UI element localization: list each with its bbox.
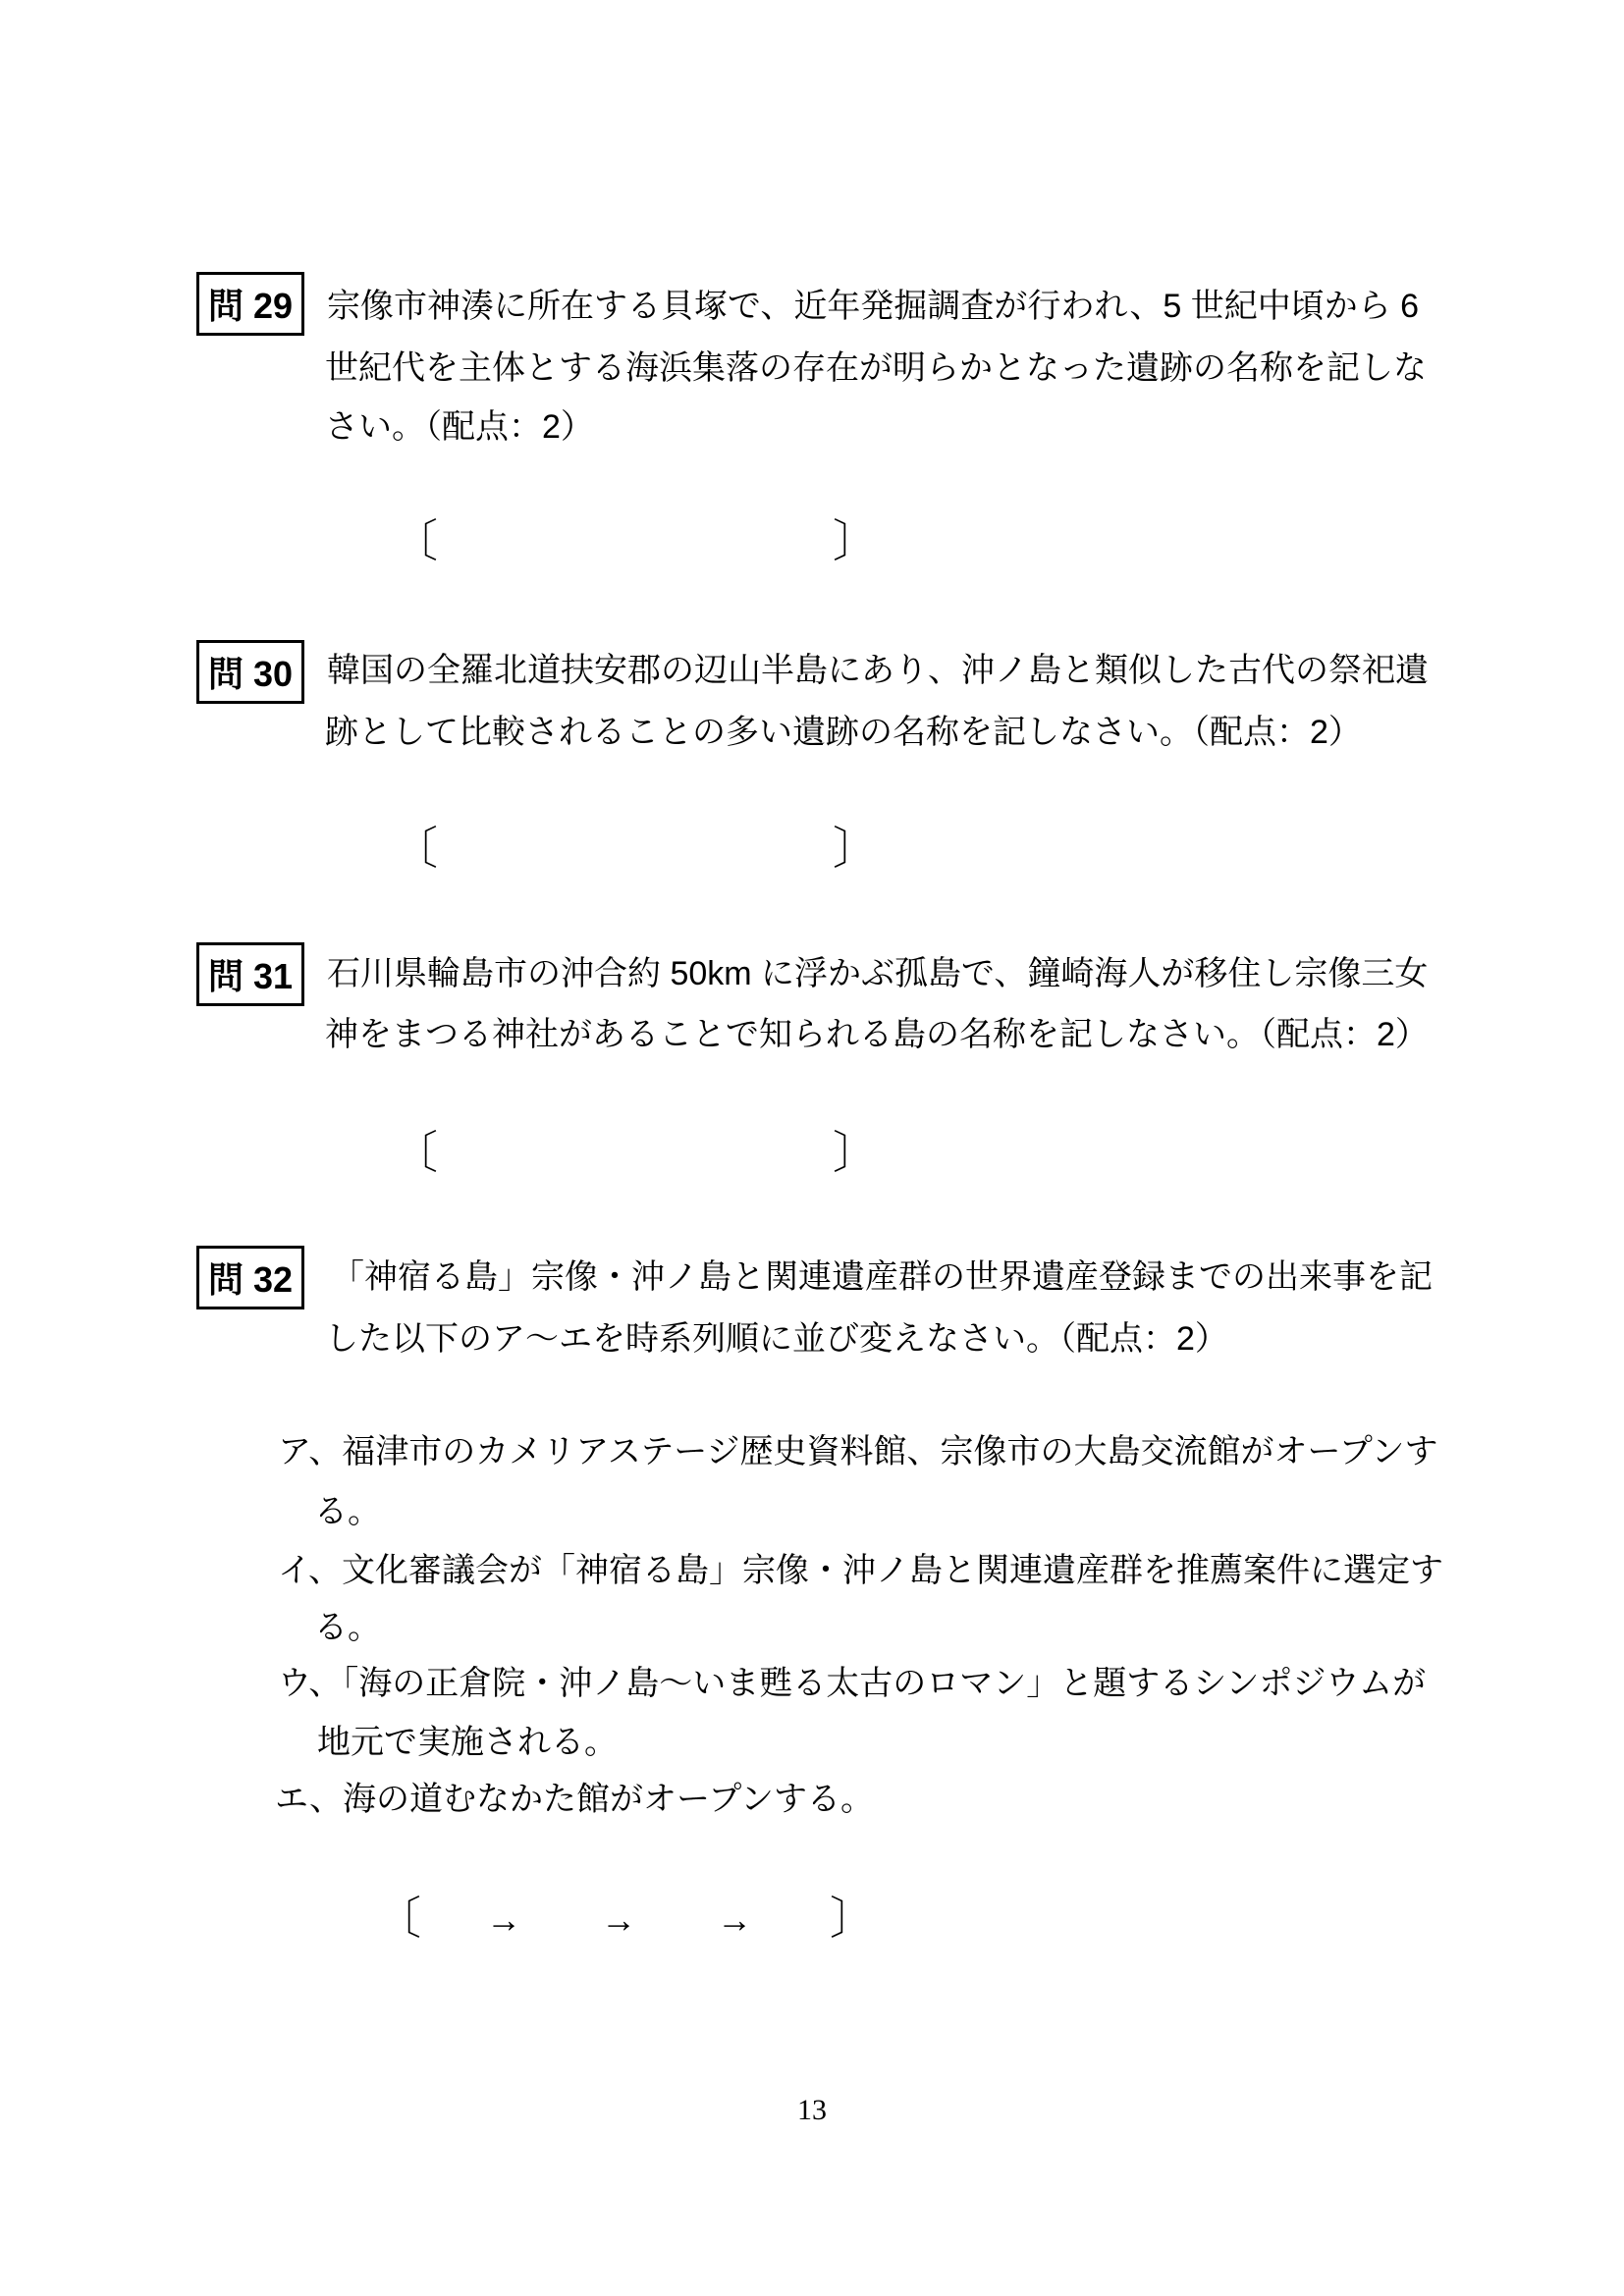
answer-31-bracket-close: 〕 xyxy=(833,1127,878,1178)
question-29-text-line3: さい。（配点：2） xyxy=(325,408,594,446)
answer-32-blank-1 xyxy=(412,1895,481,1942)
choice-a-line1: ア、福津市のカメリアステージ歴史資料館、宗像市の大島交流館がオープンす xyxy=(278,1433,1438,1470)
sequence-arrow-3: → xyxy=(717,1899,752,1940)
answer-30-bracket-close: 〕 xyxy=(833,823,878,874)
question-30-text-line1: 韓国の全羅北道扶安郡の辺山半島にあり、沖ノ島と類似した古代の祭祀遺 xyxy=(327,652,1429,689)
page-number: 13 xyxy=(797,2094,827,2126)
answer-32-blank-3 xyxy=(646,1895,713,1942)
question-30-number: 問 30 xyxy=(207,654,294,694)
answer-row-31 xyxy=(0,1129,1624,1188)
answer-row-32 xyxy=(0,1895,1624,1953)
question-32-text-line2: した以下のア～エを時系列順に並び変えなさい。（配点：2） xyxy=(325,1320,1228,1358)
answer-row-30 xyxy=(0,825,1624,883)
question-32-text-line1: 「神宿る島」宗像・沖ノ島と関連遺産群の世界遺産登録までの出来事を記 xyxy=(331,1258,1433,1296)
answer-32-bracket-close: 〕 xyxy=(830,1893,875,1944)
answer-29-bracket-open: 〔 xyxy=(393,515,438,566)
answer-30-bracket-open: 〔 xyxy=(393,823,438,874)
question-29-number: 問 29 xyxy=(207,286,294,326)
sequence-arrow-2: → xyxy=(601,1899,636,1940)
choice-a-line2: る。 xyxy=(314,1493,381,1530)
choice-u-line1: ウ、「海の正倉院・沖ノ島～いま甦る太古のロマン」と題するシンポジウムが xyxy=(278,1665,1427,1702)
sequence-arrow-1: → xyxy=(486,1899,521,1940)
answer-32-blank-4 xyxy=(762,1895,826,1942)
question-29-text-line1: 宗像市神湊に所在する貝塚で、近年発掘調査が行われ、5 世紀中頃から 6 xyxy=(327,288,1420,325)
question-31-text-line1: 石川県輪島市の沖合約 50km に浮かぶ孤島で、鐘崎海人が移住し宗像三女 xyxy=(327,955,1429,992)
question-31-text-line2: 神をまつる神社があることで知られる島の名称を記しなさい。（配点：2） xyxy=(325,1016,1429,1053)
choice-i-line2: る。 xyxy=(314,1609,381,1646)
answer-32-blank-2 xyxy=(530,1895,597,1942)
question-29-number-box xyxy=(196,272,304,336)
choice-i-line1: イ、文化審議会が「神宿る島」宗像・沖ノ島と関連遺産群を推薦案件に選定す xyxy=(278,1552,1443,1589)
question-29-text-line2: 世紀代を主体とする海浜集落の存在が明らかとなった遺跡の名称を記しな xyxy=(325,349,1427,387)
answer-29-bracket-close: 〕 xyxy=(833,515,878,566)
answer-30-blank xyxy=(432,825,830,872)
choice-u-line2: 地元で実施される。 xyxy=(317,1724,618,1761)
question-31-number: 問 31 xyxy=(207,956,294,996)
answer-31-bracket-open: 〔 xyxy=(393,1127,438,1178)
choice-e-line1: エ、海の道むなかた館がオープンする。 xyxy=(275,1781,874,1818)
answer-row-29 xyxy=(0,517,1624,576)
answer-29-blank xyxy=(432,517,830,564)
question-32-number-box xyxy=(196,1246,304,1309)
question-31-number-box xyxy=(196,942,304,1006)
question-30-number-box xyxy=(196,640,304,704)
question-32-number: 問 32 xyxy=(207,1259,294,1300)
answer-31-blank xyxy=(432,1129,830,1176)
question-30-text-line2: 跡として比較されることの多い遺跡の名称を記しなさい。（配点：2） xyxy=(325,714,1362,751)
answer-32-bracket-open: 〔 xyxy=(376,1893,421,1944)
